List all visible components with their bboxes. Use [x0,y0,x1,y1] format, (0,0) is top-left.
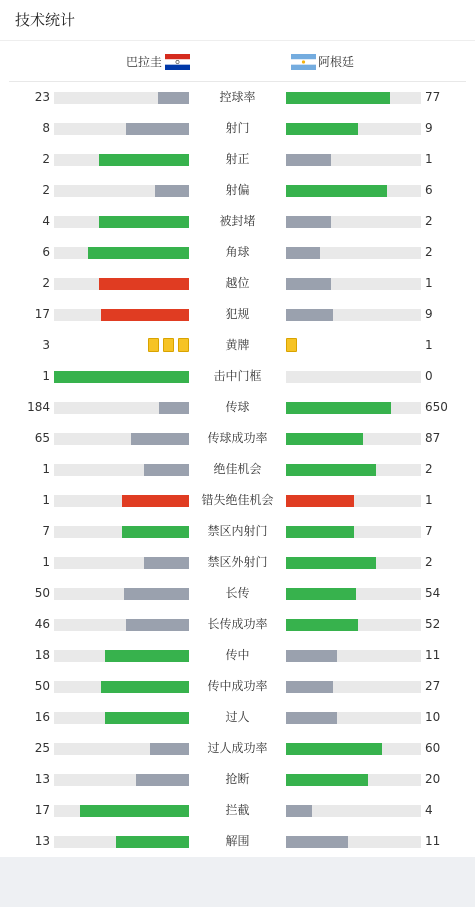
home-bar-track [54,309,189,321]
home-bar-fill [99,216,189,228]
home-bar-fill [159,402,189,414]
home-bar-fill [126,619,189,631]
away-bar-track [286,650,421,662]
away-bar-track [286,805,421,817]
home-bar-fill [144,557,189,569]
away-bar-track [286,526,421,538]
home-bar-fill [105,712,189,724]
away-bar-fill [286,588,356,600]
away-value: 1 [425,338,433,352]
stat-row [0,826,475,857]
home-team-name: 巴拉圭 [125,55,162,69]
away-team-name: 阿根廷 [318,55,355,69]
stat-label: 长传成功率 [207,617,268,631]
stat-row [0,82,475,113]
away-bar-track [286,154,421,166]
home-value: 46 [34,617,50,631]
stat-row [0,113,475,144]
stat-label: 抢断 [225,772,250,786]
home-bar-track [54,185,189,197]
home-value: 23 [34,90,50,104]
stat-row [0,144,475,175]
away-bar-fill [286,619,358,631]
yellow-card-icon [178,338,189,352]
home-value: 50 [34,586,50,600]
away-bar-track [286,402,421,414]
stat-row [0,516,475,547]
home-value: 1 [42,555,50,569]
home-value: 17 [34,307,50,321]
home-bar-fill [155,185,189,197]
home-bar-fill [54,371,189,383]
away-bar-track [286,712,421,724]
home-yellow-cards [148,338,189,352]
home-value: 18 [34,648,50,662]
yellow-card-icon [286,338,297,352]
away-value: 20 [425,772,441,786]
home-value: 8 [42,121,50,135]
away-bar-track [286,495,421,507]
away-bar-fill [286,278,331,290]
home-value: 25 [34,741,50,755]
home-bar-track [54,247,189,259]
away-value: 650 [425,400,448,414]
stat-label: 越位 [225,276,250,290]
away-bar-fill [286,836,348,848]
home-bar-fill [80,805,189,817]
away-value: 1 [425,152,433,166]
away-bar-fill [286,464,376,476]
teams-header [9,41,466,82]
stat-row [0,237,475,268]
away-bar-fill [286,805,312,817]
home-bar-fill [99,278,189,290]
home-bar-track [54,588,189,600]
away-value: 9 [425,121,433,135]
away-value: 2 [425,214,433,228]
stat-label: 禁区外射门 [207,555,268,569]
argentina-flag-icon [291,54,316,70]
home-value: 16 [34,710,50,724]
away-bar-track [286,774,421,786]
away-value: 11 [425,648,441,662]
away-value: 27 [425,679,441,693]
away-bar-track [286,681,421,693]
stat-row [0,485,475,516]
home-value: 2 [42,183,50,197]
away-bar-fill [286,526,354,538]
stat-row [0,795,475,826]
stat-row [0,547,475,578]
stat-row [0,764,475,795]
home-bar-fill [88,247,189,259]
stat-label: 传球 [225,400,250,414]
stats-list [0,82,475,857]
away-value: 1 [425,276,433,290]
away-bar-fill [286,309,333,321]
away-bar-track [286,92,421,104]
stat-label: 传中 [225,648,250,662]
away-bar-fill [286,402,391,414]
home-value: 13 [34,834,50,848]
page-title: 技术统计 [0,0,475,41]
away-bar-fill [286,92,390,104]
stat-row [0,733,475,764]
home-bar-track [54,743,189,755]
stat-row [0,299,475,330]
stat-row [0,640,475,671]
home-bar-track [54,557,189,569]
away-team [291,53,354,70]
home-bar-fill [144,464,189,476]
home-bar-track [54,402,189,414]
away-value: 0 [425,369,433,383]
stat-row [0,206,475,237]
home-value: 50 [34,679,50,693]
home-value: 17 [34,803,50,817]
away-bar-fill [286,247,320,259]
away-bar-track [286,371,421,383]
away-bar-track [286,278,421,290]
home-bar-fill [136,774,189,786]
away-value: 2 [425,245,433,259]
home-bar-track [54,433,189,445]
away-bar-fill [286,557,376,569]
away-bar-track [286,836,421,848]
stat-label: 角球 [225,245,250,259]
home-bar-fill [126,123,189,135]
away-value: 9 [425,307,433,321]
away-value: 52 [425,617,441,631]
home-bar-track [54,774,189,786]
home-bar-fill [99,154,189,166]
away-bar-fill [286,774,368,786]
away-bar-track [286,216,421,228]
stat-label: 黄牌 [225,338,250,352]
away-bar-track [286,247,421,259]
home-value: 1 [42,462,50,476]
stat-row [0,423,475,454]
stat-row [0,392,475,423]
home-bar-fill [150,743,189,755]
stat-row [0,330,475,361]
stat-label: 射门 [225,121,250,135]
home-bar-fill [101,681,189,693]
away-value: 1 [425,493,433,507]
home-bar-fill [122,495,190,507]
away-value: 6 [425,183,433,197]
stat-label: 被封堵 [219,214,256,228]
home-team [126,53,190,70]
away-value: 7 [425,524,433,538]
away-value: 87 [425,431,441,445]
home-value: 1 [42,493,50,507]
away-bar-fill [286,743,382,755]
stat-label: 拦截 [225,803,250,817]
away-bar-track [286,557,421,569]
away-value: 2 [425,462,433,476]
home-bar-track [54,216,189,228]
home-value: 3 [42,338,50,352]
home-value: 184 [27,400,50,414]
away-value: 11 [425,834,441,848]
stat-row [0,702,475,733]
away-bar-fill [286,216,331,228]
stat-row [0,671,475,702]
stat-row [0,268,475,299]
away-bar-fill [286,650,337,662]
stat-label: 禁区内射门 [207,524,268,538]
home-bar-track [54,278,189,290]
home-bar-track [54,371,189,383]
home-bar-fill [131,433,189,445]
home-bar-track [54,836,189,848]
yellow-card-icon [148,338,159,352]
home-bar-track [54,681,189,693]
home-bar-track [54,495,189,507]
away-value: 54 [425,586,441,600]
away-value: 77 [425,90,441,104]
stat-label: 长传 [225,586,250,600]
away-bar-track [286,619,421,631]
away-bar-track [286,743,421,755]
home-value: 1 [42,369,50,383]
home-bar-fill [116,836,189,848]
stat-label: 控球率 [219,90,256,104]
away-bar-fill [286,123,358,135]
away-bar-fill [286,681,333,693]
away-bar-track [286,123,421,135]
home-bar-track [54,154,189,166]
away-bar-track [286,185,421,197]
home-value: 4 [42,214,50,228]
away-bar-track [286,433,421,445]
stat-row [0,578,475,609]
home-bar-track [54,650,189,662]
stat-label: 击中门框 [213,369,262,383]
away-bar-track [286,464,421,476]
home-bar-track [54,526,189,538]
stat-label: 解围 [225,834,250,848]
home-value: 13 [34,772,50,786]
home-bar-track [54,123,189,135]
stat-row [0,361,475,392]
away-bar-fill [286,495,354,507]
stat-label: 过人 [225,710,250,724]
yellow-card-icon [163,338,174,352]
stat-label: 绝佳机会 [213,462,262,476]
away-bar-fill [286,433,363,445]
home-value: 6 [42,245,50,259]
home-bar-track [54,805,189,817]
home-bar-fill [158,92,189,104]
home-bar-fill [122,526,190,538]
paraguay-flag-icon [165,54,190,70]
home-bar-track [54,619,189,631]
away-bar-fill [286,712,337,724]
away-value: 2 [425,555,433,569]
away-bar-track [286,309,421,321]
stat-label: 犯规 [225,307,250,321]
stat-label: 射正 [225,152,250,166]
away-value: 4 [425,803,433,817]
home-value: 7 [42,524,50,538]
home-bar-track [54,464,189,476]
stat-row [0,175,475,206]
home-value: 2 [42,276,50,290]
stat-row [0,609,475,640]
stat-label: 错失绝佳机会 [201,493,274,507]
away-value: 10 [425,710,441,724]
stat-label: 射偏 [225,183,250,197]
home-bar-fill [124,588,189,600]
home-bar-track [54,92,189,104]
home-value: 65 [34,431,50,445]
away-bar-fill [286,154,331,166]
away-bar-track [286,588,421,600]
away-bar-fill [286,185,387,197]
stat-label: 传中成功率 [207,679,268,693]
home-bar-track [54,712,189,724]
home-bar-fill [105,650,189,662]
stat-label: 过人成功率 [207,741,268,755]
away-yellow-cards [286,338,297,352]
stat-row [0,454,475,485]
home-value: 2 [42,152,50,166]
stat-label: 传球成功率 [207,431,268,445]
away-value: 60 [425,741,441,755]
home-bar-fill [101,309,189,321]
